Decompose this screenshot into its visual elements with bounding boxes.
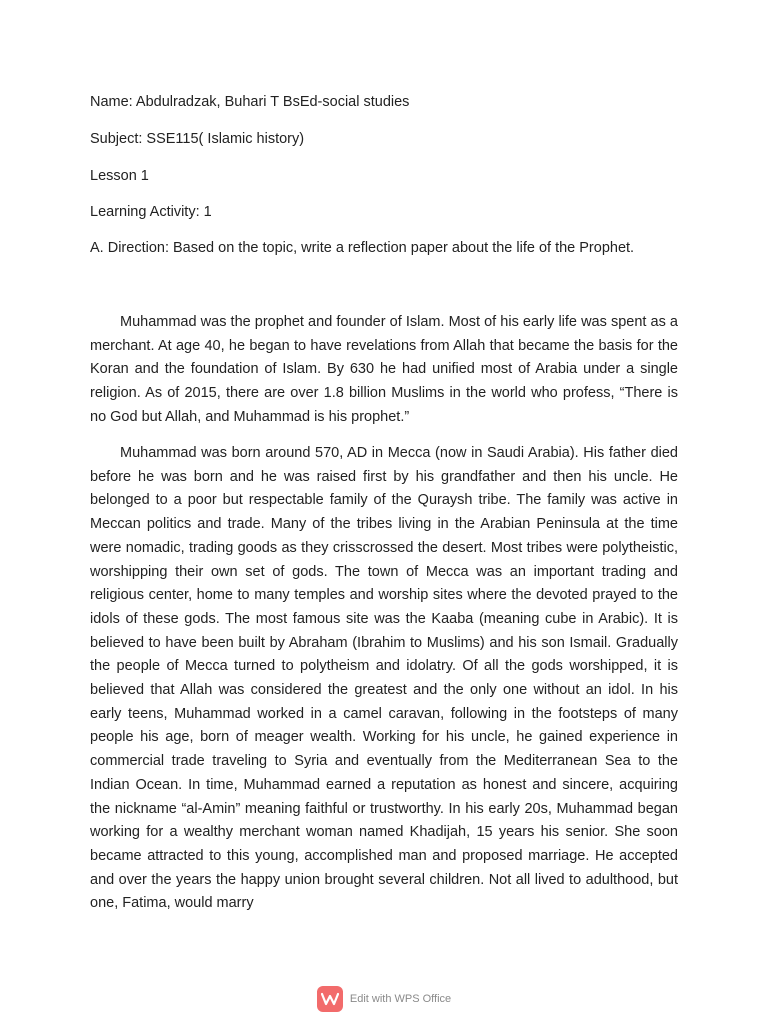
edit-with-wps-link[interactable]: Edit with WPS Office [349,993,452,1005]
wps-w-glyph-icon [321,992,339,1006]
wps-office-logo-icon [317,986,343,1012]
body-paragraph: Muhammad was born around 570, AD in Mecca (now in Saudi Arabia). His father died before he was born and he was raised first by his grandfather and then his uncle. He belonged to a poor but respectable family of the Quraysh tribe. The family was active in Meccan politics and trade. Many of the tribes living in the Arabian Peninsula at the time were nomadic, trading goods as they crisscrossed the desert. Most tribes were polytheistic, worshipping their own set of gods. The town of Mecca was an important trading and religious center, home to many temples and worship sites where the devoted prayed to the idols of these gods. The most famous site was the Kaaba (meaning cube in Arabic). It is believed to have been built by Abraham (Ibrahim to Muslims) and his son Ismail. Gradually the people of Mecca turned to polytheism and idolatry. Of all the gods worshipped, it is believed that Allah was considered the greatest and the only one without an idol. In his early teens, Muhammad worked in a camel caravan, following in the footsteps of many people his age, born of meager wealth. Working for his uncle, he gained experience in commercial trade traveling to Syria and eventually from the Mediterranean Sea to the Indian Ocean. In time, Muhammad earned a reputation as honest and sincere, acquiring the nickname “al-Amin” meaning faithful or trustworthy. In his early 20s, Muhammad began working for a wealthy merchant woman named Khadijah, 15 years his senior. She soon became attracted to this young, accomplished man and proposed marriage. He accepted and over the years the happy union brought several children. Not all lived to adulthood, but one, Fatima, would marry [90,445,678,912]
body-paragraph: Muhammad was the prophet and founder of Islam. Most of his early life was spent as a merchant. At age 40, he began to have revelations from Allah that became the basis for the Koran and the foundation of Islam. By 630 he had unified most of Arabia under a single religion. As of 2015, there are over 1.8 billion Muslims in the world who profess, “There is no God but Allah, and Muhammad is his prophet.” [90,314,678,425]
subject-line: Subject: SSE115( Islamic history) [90,131,305,147]
wps-edit-footer[interactable] [0,986,768,1012]
lesson-line: Lesson 1 [90,168,149,184]
learning-activity-line: Learning Activity: 1 [90,204,212,220]
student-name-line: Name: Abdulradzak, Buhari T BsEd-social studies [90,94,410,110]
direction-line: A. Direction: Based on the topic, write a reflection paper about the life of the Prophet. [90,240,635,256]
